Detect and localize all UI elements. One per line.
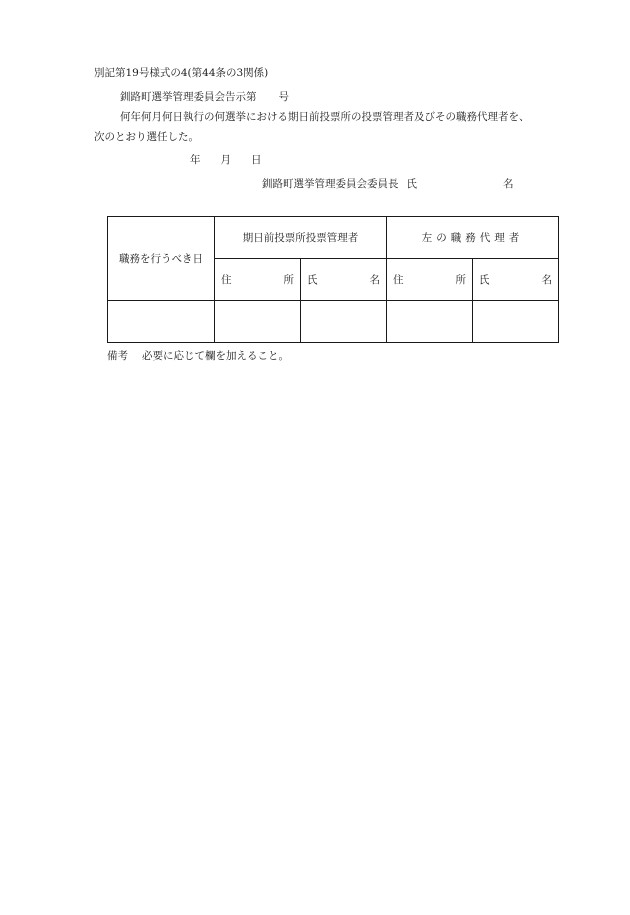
duty-date-cell [108, 301, 215, 343]
deputy-address-header: 住 所 [387, 259, 473, 301]
manager-address-cell [215, 301, 301, 343]
table-header-row [108, 217, 559, 259]
notice-number-line [120, 90, 289, 104]
duty-date-header: 職務を行うべき日 [108, 217, 215, 301]
notice-prefix: 釧路町選挙管理委員会告示第 [120, 91, 257, 103]
deputy-name-header: 氏 名 [473, 259, 559, 301]
manager-address-header: 住 所 [215, 259, 301, 301]
notice-suffix: 号 [278, 91, 289, 103]
manager-name-cell [301, 301, 387, 343]
remark-text: 必要に応じて欄を加えること。 [142, 350, 289, 362]
signatory-line [262, 177, 514, 191]
manager-name-header: 氏 名 [301, 259, 387, 301]
remark-label: 備考 [107, 350, 128, 362]
signatory-name-prefix: 氏 [406, 178, 417, 190]
table-row [108, 301, 559, 343]
form-title: 別記第19号様式の4(第44条の3関係) [94, 67, 269, 79]
appointment-table [107, 216, 559, 343]
signatory-title: 釧路町選挙管理委員会委員長 [262, 178, 399, 190]
deputy-name-cell [473, 301, 559, 343]
body-text-line-2: 次のとおり選任した。 [94, 131, 199, 143]
date-line [190, 153, 262, 167]
date-day: 日 [251, 154, 262, 166]
date-year: 年 [190, 154, 201, 166]
deputy-group-header: 左の職務代理者 [387, 217, 559, 259]
signatory-name-suffix: 名 [503, 178, 514, 190]
body-text-line-1: 何年何月何日執行の何選挙における期日前投票所の投票管理者及びその職務代理者を、 [120, 111, 530, 123]
manager-group-header: 期日前投票所投票管理者 [215, 217, 387, 259]
deputy-address-cell [387, 301, 473, 343]
remark-line [107, 349, 289, 363]
date-month: 月 [220, 154, 231, 166]
